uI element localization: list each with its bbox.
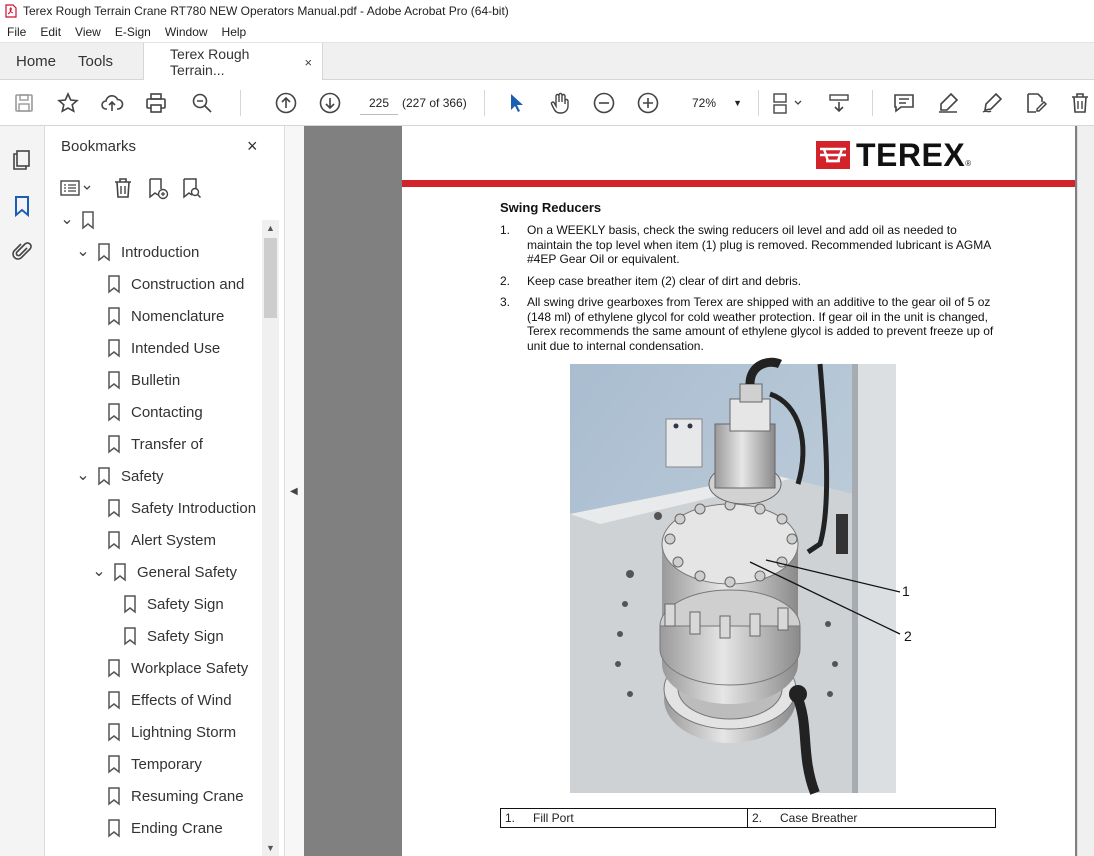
delete-trash-icon[interactable] — [1067, 90, 1093, 116]
bookmark-label: Ending Crane — [131, 819, 223, 837]
page-fit-icon[interactable] — [770, 90, 804, 116]
bookmark-item[interactable] — [107, 716, 236, 748]
zoom-in-icon[interactable] — [635, 90, 661, 116]
upload-cloud-icon[interactable] — [99, 90, 125, 116]
scroll-up-icon[interactable]: ▲ — [266, 223, 275, 233]
callout-label: 2 — [904, 628, 912, 644]
chevron-down-icon[interactable]: ⌄ — [76, 243, 90, 260]
chevron-down-icon[interactable]: ⌄ — [76, 467, 90, 484]
terex-logo-text: TEREX — [856, 136, 966, 173]
attachments-paperclip-icon[interactable] — [10, 240, 34, 264]
bookmark-label: Safety Introduction — [131, 499, 257, 517]
bookmark-label: Resuming Crane — [131, 787, 244, 805]
pdf-page — [402, 126, 1075, 856]
page-count: (227 of 366) — [402, 96, 467, 110]
bookmark-label: Introduction — [121, 243, 200, 261]
navigation-rail — [0, 126, 45, 856]
scrollbar-thumb[interactable] — [264, 238, 277, 318]
find-bookmark-icon[interactable] — [179, 176, 203, 200]
page-thumbnails-icon[interactable] — [10, 148, 34, 172]
bookmark-label: Workplace Safety — [131, 659, 249, 677]
chevron-down-icon: ▼ — [733, 98, 742, 108]
legend-number: 1. — [505, 811, 516, 825]
menu-bar — [0, 22, 1094, 43]
bookmark-ribbon-icon — [107, 819, 121, 837]
step-number: 3. — [500, 295, 511, 309]
zoom-level-value: 72% — [692, 96, 717, 110]
menu-help[interactable]: Help — [221, 25, 247, 39]
toolbar-separator — [240, 90, 241, 116]
bookmarks-tree — [45, 211, 262, 856]
bookmark-ribbon-icon — [107, 531, 121, 549]
terex-logo-icon — [816, 141, 850, 169]
tab-document[interactable] — [143, 43, 323, 81]
menu-edit[interactable]: Edit — [40, 25, 62, 39]
bookmark-item[interactable] — [75, 460, 164, 492]
swing-reducer-figure — [570, 364, 896, 793]
zoom-level-select[interactable] — [682, 91, 748, 115]
bookmark-label: Nomenclature — [131, 307, 225, 325]
bookmarks-panel-icon[interactable] — [10, 194, 34, 218]
bookmark-ribbon-icon — [107, 723, 121, 741]
previous-page-icon[interactable] — [273, 90, 299, 116]
bookmark-label: Safety Sign — [147, 627, 224, 645]
title-bar — [0, 0, 1094, 22]
sign-pen-icon[interactable] — [979, 90, 1005, 116]
bookmark-item[interactable] — [107, 748, 202, 780]
bookmark-label: Safety Sign — [147, 595, 224, 613]
hand-tool-icon[interactable] — [547, 90, 573, 116]
bookmark-label: Contacting — [131, 403, 203, 421]
bookmark-item[interactable] — [107, 684, 232, 716]
bookmark-label: Safety — [121, 467, 164, 485]
section-title: Swing Reducers — [500, 200, 602, 215]
legend-label: Case Breather — [780, 811, 858, 825]
bookmark-ribbon-icon — [113, 563, 127, 581]
header-red-bar — [402, 180, 1075, 187]
bookmark-item[interactable] — [107, 332, 220, 364]
bookmark-ribbon-icon — [107, 339, 121, 357]
comment-icon[interactable] — [891, 90, 917, 116]
bookmark-item[interactable] — [91, 556, 237, 588]
menu-window[interactable]: Window — [164, 25, 208, 39]
bookmark-label: Transfer of — [131, 435, 203, 453]
bookmark-ribbon-icon — [107, 659, 121, 677]
panel-collapse-strip — [285, 126, 304, 856]
toolbar-separator — [872, 90, 873, 116]
bookmark-ribbon-icon — [107, 787, 121, 805]
bookmark-ribbon-icon — [123, 627, 137, 645]
bookmark-item[interactable] — [75, 236, 199, 268]
step-item — [500, 274, 1000, 289]
bookmark-item[interactable] — [107, 364, 180, 396]
toolbar — [0, 80, 1094, 126]
bookmark-label: Lightning Storm — [131, 723, 237, 741]
callout-label: 1 — [902, 583, 910, 599]
figure-legend-table — [500, 808, 996, 828]
bookmark-ribbon-icon — [107, 755, 121, 773]
window-title: Terex Rough Terrain Crane RT780 NEW Operators Manual.pdf - Adobe Acrobat Pro (64-bit) — [23, 4, 509, 18]
bookmark-label: Intended Use — [131, 339, 221, 357]
legend-number: 2. — [752, 811, 763, 825]
document-canvas[interactable] — [304, 126, 1094, 856]
bookmark-ribbon-icon — [81, 211, 95, 229]
bookmark-label: General Safety — [137, 563, 238, 581]
bookmarks-panel — [45, 126, 285, 856]
step-number: 2. — [500, 274, 511, 288]
close-bookmarks-icon[interactable]: × — [247, 136, 258, 156]
select-cursor-icon[interactable] — [503, 90, 529, 116]
bookmark-label: Bulletin — [131, 371, 181, 389]
close-tab-icon[interactable]: × — [304, 54, 313, 70]
scroll-mode-icon[interactable] — [826, 90, 852, 116]
toolbar-separator — [758, 90, 759, 116]
bookmark-ribbon-icon — [97, 243, 111, 261]
bookmark-item[interactable] — [107, 492, 256, 524]
bookmark-item[interactable] — [107, 652, 248, 684]
bookmark-label: Temporary — [131, 755, 202, 773]
bookmark-ribbon-icon — [107, 371, 121, 389]
legend-cell — [501, 809, 748, 827]
bookmark-item[interactable] — [107, 780, 244, 812]
bookmark-ribbon-icon — [107, 403, 121, 421]
scroll-down-icon[interactable]: ▼ — [266, 843, 275, 853]
tab-tools[interactable]: Tools — [78, 52, 114, 70]
bookmark-item[interactable] — [123, 588, 224, 620]
step-text: Keep case breather item (2) clear of dirt and debris. — [527, 274, 802, 288]
menu-esign[interactable]: E-Sign — [114, 25, 151, 39]
chevron-down-icon[interactable]: ⌄ — [92, 563, 106, 580]
print-icon[interactable] — [143, 90, 169, 116]
bookmark-options-icon[interactable] — [59, 176, 83, 200]
bookmark-item[interactable] — [59, 204, 105, 236]
tab-document-label: Terex Rough Terrain... — [170, 46, 250, 78]
menu-file[interactable]: File — [7, 25, 27, 39]
bookmark-ribbon-icon — [107, 499, 121, 517]
swing-reducer-drawing — [570, 364, 896, 793]
terex-logo — [816, 136, 972, 173]
bookmark-label: Construction and — [131, 275, 245, 293]
bookmark-star-icon[interactable] — [55, 90, 81, 116]
step-item — [500, 295, 1000, 353]
bookmark-ribbon-icon — [107, 435, 121, 453]
bookmark-item[interactable] — [107, 812, 223, 844]
document-scrollbar[interactable] — [1077, 126, 1094, 856]
tab-home[interactable]: Home — [16, 52, 57, 70]
collapse-panel-icon[interactable]: ◀ — [290, 486, 298, 497]
bookmarks-title: Bookmarks — [61, 138, 137, 155]
bookmark-item[interactable] — [107, 396, 203, 428]
bookmark-item[interactable] — [123, 620, 224, 652]
zoom-out-icon[interactable] — [591, 90, 617, 116]
menu-view[interactable]: View — [75, 25, 101, 39]
delete-bookmark-icon[interactable] — [111, 176, 135, 200]
bookmark-item[interactable] — [107, 428, 203, 460]
bookmark-label: Alert System — [131, 531, 217, 549]
legend-cell — [748, 809, 995, 827]
bookmark-ribbon-icon — [97, 467, 111, 485]
toolbar-separator — [484, 90, 485, 116]
new-bookmark-icon[interactable] — [145, 176, 169, 200]
registered-mark: ® — [965, 159, 972, 168]
bookmark-ribbon-icon — [107, 307, 121, 325]
bookmark-ribbon-icon — [107, 275, 121, 293]
bookmark-ribbon-icon — [123, 595, 137, 613]
legend-label: Fill Port — [533, 811, 574, 825]
bookmark-ribbon-icon — [107, 691, 121, 709]
tab-bar — [0, 43, 1094, 80]
zoom-search-icon[interactable] — [189, 90, 215, 116]
highlight-pen-icon[interactable] — [935, 90, 961, 116]
chevron-down-icon[interactable]: ⌄ — [60, 211, 74, 228]
bookmark-item[interactable] — [107, 524, 216, 556]
step-text: On a WEEKLY basis, check the swing reducers oil level and add oil as needed to maintain the top level when item (1) plug is removed. Recommended lubricant is AGMA #4EP Gear Oil or equivalent. — [527, 223, 991, 266]
page-number-input[interactable]: 225 — [360, 91, 398, 115]
step-item — [500, 223, 1000, 267]
next-page-icon[interactable] — [317, 90, 343, 116]
acrobat-pdf-icon — [4, 4, 18, 18]
step-text: All swing drive gearboxes from Terex are shipped with an additive to the gear oil of 5 oz (148 ml) of ethylene glycol for cold weather protection. If gear oil in the unit is changed, Terex recommends the same amount of ethylene glycol is added to prevent freeze up of unit due to internal condensation. — [527, 295, 994, 353]
bookmarks-scrollbar[interactable] — [262, 220, 279, 856]
bookmark-label: Effects of Wind — [131, 691, 232, 709]
fill-sign-icon[interactable] — [1023, 90, 1049, 116]
save-icon[interactable] — [11, 90, 37, 116]
bookmark-item[interactable] — [107, 268, 244, 300]
step-number: 1. — [500, 223, 511, 237]
bookmark-item[interactable] — [107, 300, 224, 332]
